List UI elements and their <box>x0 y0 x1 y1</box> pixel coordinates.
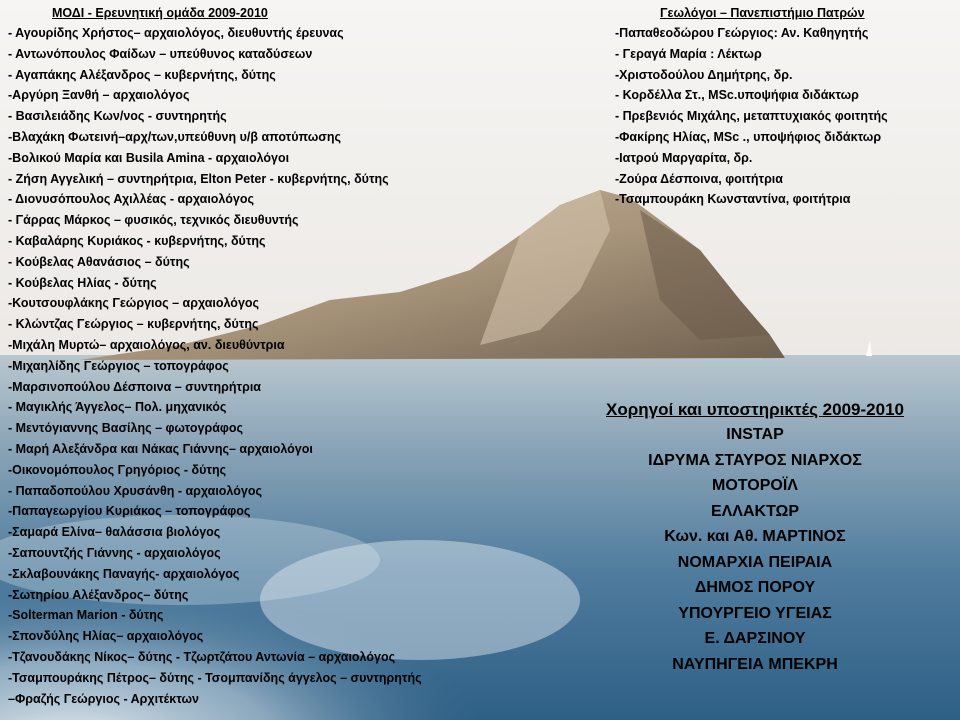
list-item: -Μιχαηλίδης Γεώργιος – τοπογράφος <box>8 358 229 373</box>
list-item: -Φακίρης Ηλίας, MSc ., υποψήφιος διδάκτωρ <box>615 129 882 144</box>
list-item: - Παπαδοπούλου Χρυσάνθη - αρχαιολόγος <box>8 483 262 498</box>
list-item: ΙΔΡΥΜΑ ΣΤΑΥΡΟΣ ΝΙΑΡΧΟΣ <box>648 451 862 469</box>
list-item: Κων. και Αθ. ΜΑΡΤΙΝΟΣ <box>664 528 846 545</box>
geologists-list <box>615 23 955 210</box>
list-item: -Κουτσουφλάκης Γεώργιος – αρχαιολόγος <box>8 296 260 311</box>
list-item: -Σπονδύλης Ηλίας– αρχαιολόγος <box>8 629 204 644</box>
list-item: -Μιχάλη Μυρτώ– αρχαιολόγος, αν. διευθύντρια <box>8 337 285 352</box>
list-item: - Κλώντζας Γεώργιος – κυβερνήτης, δύτης <box>8 317 259 332</box>
list-item: ΜΟΤΟΡΟΪΛ <box>712 477 798 494</box>
research-team-list <box>8 23 528 709</box>
list-item: -Σαπουντζής Γιάννης - αρχαιολόγος <box>8 545 221 560</box>
list-item: -Solterman Marion - δύτης <box>8 608 164 623</box>
list-item: -Αργύρη Ξανθή – αρχαιολόγος <box>8 88 190 103</box>
list-item: ΕΛΛΑΚΤΩΡ <box>710 502 800 520</box>
list-item: -Σαμαρά Ελίνα– θαλάσσια βιολόγος <box>8 525 221 540</box>
list-item: -Σωτηρίου Αλέξανδρος– δύτης <box>8 587 189 602</box>
research-team-title: ΜΟΔΙ - Ερευνητική ομάδα 2009-2010 <box>52 6 268 20</box>
list-item: - Μαγικλής Άγγελος– Πολ. μηχανικός <box>8 400 227 415</box>
list-item: -Παπαθεοδώρου Γεώργιος: Αν. Καθηγητής <box>615 26 869 40</box>
sponsors-list <box>555 422 955 677</box>
list-item: - Γεραγά Μαρία : Λέκτωρ <box>615 46 762 61</box>
list-item: - Βασιλειάδης Κων/νος - συντηρητής <box>8 109 227 124</box>
list-item: - Αγουρίδης Χρήστος– αρχαιολόγος, διευθυντής έρευνας <box>8 26 344 40</box>
list-item: -Χριστοδούλου Δημήτρης, δρ. <box>615 67 793 82</box>
research-team-panel <box>8 6 528 709</box>
list-item: ΔΗΜΟΣ ΠΟΡΟΥ <box>694 579 816 596</box>
list-item: - Γάρρας Μάρκος – φυσικός, τεχνικός διευθυντής <box>8 213 299 228</box>
list-item: ΥΠΟΥΡΓΕΙΟ ΥΓΕΙΑΣ <box>678 604 832 622</box>
list-item: Ε. ΔΑΡΣΙΝΟΥ <box>704 630 806 647</box>
list-item: -Βλαχάκη Φωτεινή–αρχ/των,υπεύθυνη υ/β αποτύπωσης <box>8 129 341 144</box>
list-item: -Παπαγεωργίου Κυριάκος – τοπογράφος <box>8 504 251 519</box>
geologists-panel <box>615 6 955 210</box>
list-item: -Τζανουδάκης Νίκος– δύτης - Τζωρτζάτου Αντωνία – αρχαιολόγος <box>8 649 396 664</box>
list-item: -Μαρσινοπούλου Δέσποινα – συντηρήτρια <box>8 379 261 394</box>
list-item: - Κούβελας Ηλίας - δύτης <box>8 275 157 290</box>
geologists-title: Γεωλόγοι – Πανεπιστήμιο Πατρών <box>660 6 865 20</box>
list-item: - Διονυσόπουλος Αχιλλέας - αρχαιολόγος <box>8 192 254 207</box>
list-item: -Τσαμπουράκη Κωνσταντίνα, φοιτήτρια <box>615 192 851 207</box>
list-item: - Μαρή Αλεξάνδρα και Νάκας Γιάννης– αρχαιολόγοι <box>8 441 313 456</box>
sponsors-title: Χορηγοί και υποστηρικτές 2009-2010 <box>606 400 904 419</box>
list-item: - Μεντόγιαννης Βασίλης – φωτογράφος <box>8 421 243 436</box>
list-item: ΝΑΥΠΗΓΕΙΑ ΜΠΕΚΡΗ <box>672 655 838 673</box>
list-item: -Τσαμπουράκης Πέτρος– δύτης - Τσομπανίδης άγγελος – συντηρητής <box>8 670 422 685</box>
list-item: -Ιατρού Μαργαρίτα, δρ. <box>615 150 753 165</box>
list-item: –Φραζής Γεώργιος - Αρχιτέκτων <box>8 691 199 706</box>
list-item: -Οικονομόπουλος Γρηγόριος - δύτης <box>8 462 227 477</box>
list-item: INSTAP <box>726 426 784 443</box>
list-item: - Πρεβενιός Μιχάλης, μεταπτυχιακός φοιτητής <box>615 109 888 124</box>
list-item: - Κορδέλλα Στ., MSc.υποψήφια διδάκτωρ <box>615 88 859 103</box>
list-item: -Ζούρα Δέσποινα, φοιτήτρια <box>615 171 783 186</box>
list-item: -Βολικού Μαρία και Busila Amina - αρχαιολόγοι <box>8 150 290 165</box>
list-item: - Κούβελας Αθανάσιος – δύτης <box>8 254 190 269</box>
list-item: -Σκλαβουνάκης Παναγής- αρχαιολόγος <box>8 566 240 581</box>
list-item: ΝΟΜΑΡΧΙΑ ΠΕΙΡΑΙΑ <box>677 553 833 571</box>
list-item: - Αντωνόπουλος Φαίδων – υπεύθυνος καταδύσεων <box>8 46 313 61</box>
list-item: - Αγαπάκης Αλέξανδρος – κυβερνήτης, δύτης <box>8 67 276 82</box>
list-item: - Ζήση Αγγελική – συντηρήτρια, Elton Peter - κυβερνήτης, δύτης <box>8 171 389 186</box>
sponsors-panel <box>555 398 955 677</box>
list-item: - Καβαλάρης Κυριάκος - κυβερνήτης, δύτης <box>8 233 266 248</box>
